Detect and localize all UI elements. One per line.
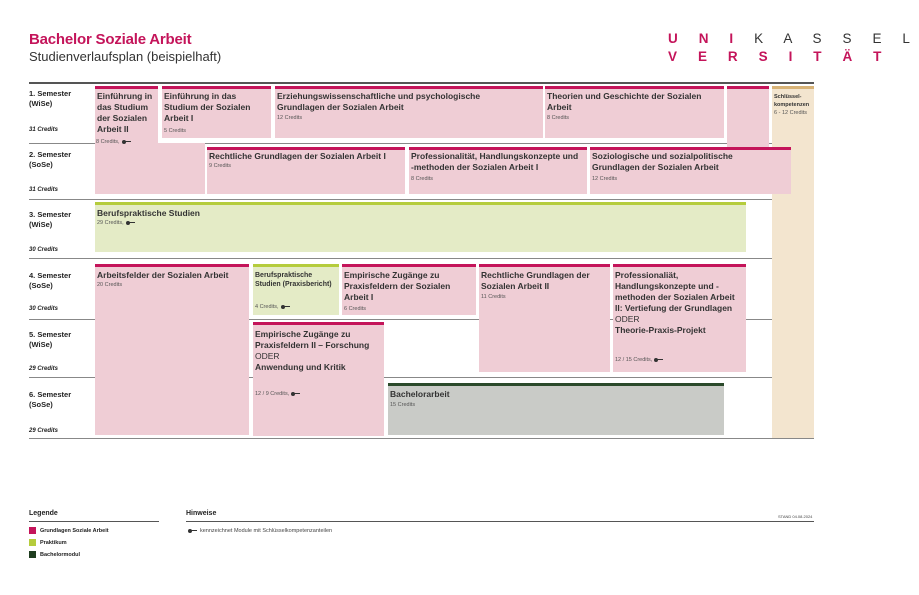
- header-divider: [29, 82, 814, 84]
- university-logo: U N I K A S S E L V E R S I T Ä T: [668, 31, 919, 64]
- key-icon: [281, 305, 290, 309]
- module-credits: 11 Credits: [481, 294, 506, 300]
- module-credits: 12 / 9 Credits,: [255, 391, 300, 397]
- key-icon: [126, 221, 135, 225]
- key-icon: [654, 358, 663, 362]
- module-credits: 12 Credits: [592, 176, 618, 182]
- module-title: Empirische Zugänge zu Praxisfeldern der Sozialen Arbeit I: [344, 270, 451, 302]
- semester-credits: 30 Credits: [29, 306, 59, 312]
- semester-label: 4. Semester (SoSe): [29, 271, 72, 290]
- module-credits: 4 Credits,: [255, 304, 290, 310]
- key-icon: [188, 529, 197, 533]
- semester-label: 5. Semester (WiSe): [29, 330, 72, 349]
- module-credits: 8 Credits: [411, 176, 434, 182]
- page-subtitle: Studienverlaufsplan (beispielhaft): [29, 49, 222, 64]
- module-credits: 5 Credits: [164, 128, 187, 134]
- module-title: Einführung in das Studium der Sozialen Arbeit I: [164, 91, 251, 123]
- semester-label: 3. Semester (WiSe): [29, 210, 72, 229]
- hints-title: Hinweise: [186, 510, 217, 517]
- legend-item: Praktikum: [29, 539, 67, 546]
- module-title: Theorien und Geschichte der Sozialen Arbeit: [547, 91, 702, 112]
- module-credits: 8 Credits,: [96, 139, 131, 145]
- module-title: Empirische Zugänge zu Praxisfeldern II – Forschung ODER Anwendung und Kritik: [255, 329, 370, 372]
- module-title: Rechtliche Grundlagen der Sozialen Arbeit II: [481, 270, 590, 291]
- semester-credits: 31 Credits: [29, 187, 59, 193]
- module-title: Arbeitsfelder der Sozialen Arbeit: [97, 270, 229, 280]
- module-credits: 15 Credits: [390, 402, 416, 408]
- module-credits: 12 Credits: [277, 115, 303, 121]
- module-credits: 8 Credits: [547, 115, 570, 121]
- module-einfuehrung-2-extension: [95, 143, 205, 194]
- module-title: Professionalität, Handlungskonzepte und -methoden der Sozialen Arbeit I: [411, 151, 579, 172]
- semester-label: 2. Semester (SoSe): [29, 150, 72, 169]
- legend-divider: [29, 521, 159, 522]
- hint-text: kennzeichnet Module mit Schlüsselkompetenzanteilen: [186, 528, 332, 534]
- module-credits: 6 Credits: [344, 306, 367, 312]
- module-credits: 9 Credits: [209, 163, 232, 169]
- module-schluesselkompetenzen: [772, 86, 814, 438]
- semester-credits: 31 Credits: [29, 127, 59, 133]
- module-title: Erziehungswissenschaftliche und psychologische Grundlagen der Sozialen Arbeit: [277, 91, 481, 112]
- module-title: Einführung in das Studium der Sozialen Arbeit II: [97, 91, 153, 134]
- legend-item: Bachelormodul: [29, 551, 80, 558]
- module-title: Soziologische und sozialpolitische Grundlagen der Sozialen Arbeit: [592, 151, 733, 172]
- semester-credits: 30 Credits: [29, 247, 59, 253]
- module-title: Berufspraktische Studien (Praxisbericht): [255, 272, 332, 288]
- semester-label: 6. Semester (SoSe): [29, 390, 72, 409]
- module-title: Schlüssel- kompetenzen: [774, 94, 810, 108]
- module-title: Rechtliche Grundlagen der Sozialen Arbeit I: [209, 151, 386, 161]
- semester-label: 1. Semester (WiSe): [29, 89, 72, 108]
- module-credits: 20 Credits: [97, 282, 123, 288]
- key-icon: [291, 392, 300, 396]
- row-divider: [29, 258, 814, 259]
- key-icon: [122, 140, 131, 144]
- module-title: Berufspraktische Studien: [97, 208, 200, 218]
- module-title: Bachelorarbeit: [390, 389, 450, 399]
- module-credits: 6 - 12 Credits: [774, 110, 808, 116]
- legend-title: Legende: [29, 510, 58, 517]
- stand-date: STAND 04.08.2024: [778, 514, 813, 519]
- module-title: Professionaliät, Handlungskonzepte und -methoden der Sozialen Arbeit II: Vertiefung der Grundlagen ODER Theorie-Praxis-Projekt: [615, 270, 735, 335]
- module-arbeitsfelder: [95, 264, 249, 435]
- semester-credits: 29 Credits: [29, 366, 59, 372]
- hints-divider: [186, 521, 814, 522]
- module-credits: 29 Credits,: [97, 220, 135, 226]
- legend-item: Grundlagen Soziale Arbeit: [29, 527, 109, 534]
- row-divider: [29, 199, 814, 200]
- row-divider: [29, 438, 814, 439]
- module-credits: 12 / 15 Credits,: [615, 357, 663, 363]
- page-title: Bachelor Soziale Arbeit: [29, 31, 192, 48]
- semester-credits: 29 Credits: [29, 428, 59, 434]
